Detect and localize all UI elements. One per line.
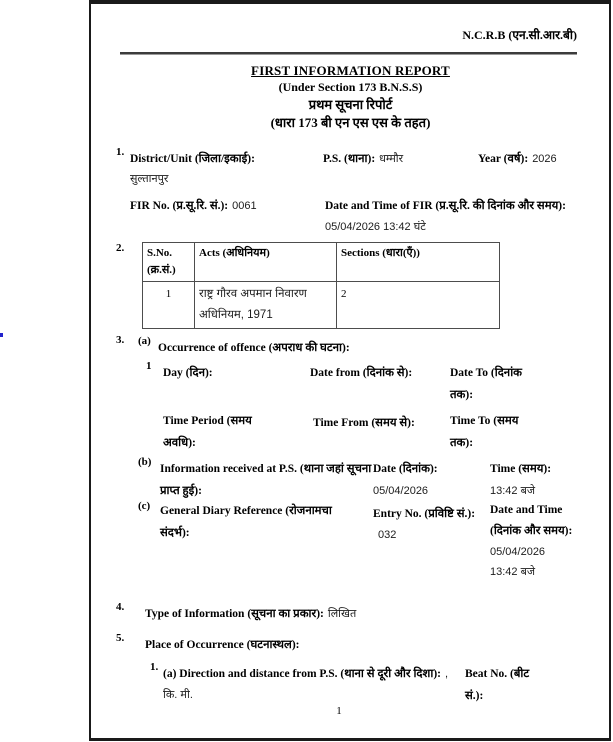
acts-table	[142, 242, 500, 329]
occurrence-row-marker: 1	[146, 360, 152, 372]
page-number: 1	[336, 705, 342, 717]
report-subtitle: (Under Section 173 B.N.S.S)	[278, 80, 423, 94]
place-heading: Place of Occurrence (घटनास्थल):	[145, 639, 300, 651]
sno-header: S.No. (क्र.सं.)	[143, 243, 195, 282]
fir-datetime-field	[325, 195, 581, 235]
date-to-label: Date To (दिनांक तक):	[450, 367, 523, 401]
section3-number: 3.	[116, 334, 125, 346]
info-date-value: 05/04/2026	[373, 485, 429, 497]
year-label: Year (वर्ष):	[478, 153, 529, 165]
date-from-label: Date from (दिनांक से):	[310, 367, 413, 379]
year-field	[478, 148, 557, 170]
section3b-marker: (b)	[138, 456, 152, 468]
acts-table-row	[143, 282, 500, 329]
fir-no-label: FIR No. (प्र.सू.रि. सं.):	[130, 200, 229, 212]
direction-field	[163, 663, 465, 703]
section3c-marker: (c)	[138, 500, 151, 512]
acts-table-header-row	[143, 243, 500, 282]
report-title-hindi: प्रथम सूचना रिपोर्ट	[308, 97, 393, 112]
ps-field	[323, 148, 403, 170]
section5-number: 5.	[116, 632, 125, 644]
info-date-label: Date (दिनांक):	[373, 463, 438, 475]
day-label: Day (दिन):	[163, 367, 213, 379]
header-divider	[120, 52, 577, 55]
ps-value: धम्मौर	[379, 153, 404, 165]
ps-label: P.S. (थाना):	[323, 153, 376, 165]
gd-entry-label: Entry No. (प्रविष्टि सं.):	[373, 508, 476, 520]
info-time-field	[490, 458, 590, 502]
direction-label: (a) Direction and distance from P.S. (थाना से दूरी और दिशा):	[163, 668, 441, 680]
section1-number: 1.	[116, 146, 125, 158]
ncrb-heading: N.C.R.B (एन.सी.आर.बी)	[462, 28, 577, 42]
gd-datetime-label: Date and Time (दिनांक और समय):	[490, 504, 573, 537]
gd-reference-label: General Diary Reference (रोजनामचा संदर्भ):	[160, 505, 332, 539]
fir-no-field	[130, 195, 257, 217]
info-type-label: Type of Information (सूचना का प्रकार):	[145, 608, 324, 620]
fir-datetime-label: Date and Time of FIR (प्र.सू.रि. की दिनांक और समय):	[325, 200, 566, 212]
gd-entry-value: 032	[378, 529, 397, 541]
report-title: FIRST INFORMATION REPORT	[251, 63, 450, 78]
fir-no-value: 0061	[232, 200, 257, 212]
direction-value: , कि. मी.	[163, 668, 449, 701]
section3a-marker: (a)	[138, 335, 151, 347]
info-time-value: 13:42 बजे	[490, 485, 536, 497]
sno-cell: 1	[143, 282, 195, 329]
sections-header: Sections (धारा(एँ))	[337, 243, 500, 282]
time-to-label: Time To (समय तक):	[450, 415, 519, 449]
info-type-value: लिखित	[327, 608, 357, 620]
info-type-field	[145, 603, 356, 625]
beat-no-label: Beat No. (बीट सं.):	[465, 668, 530, 702]
acts-header: Acts (अधिनियम)	[195, 243, 337, 282]
act-cell: राष्ट्र गौरव अपमान निवारण अधिनियम, 1971	[195, 282, 337, 329]
report-subtitle-hindi: (धारा 173 बी एन एस एस के तहत)	[270, 115, 431, 130]
time-from-label: Time From (समय से):	[313, 417, 415, 429]
section5-sub-number: 1.	[150, 661, 159, 673]
district-value: सुल्तानपुर	[130, 173, 169, 185]
section2-number: 2.	[116, 242, 125, 254]
year-value: 2026	[532, 153, 557, 165]
gd-datetime-time: 13:42 बजे	[490, 566, 536, 578]
gd-datetime-date: 05/04/2026	[490, 546, 546, 558]
section4-number: 4.	[116, 601, 125, 613]
fir-datetime-value: 05/04/2026 13:42 घंटे	[325, 221, 426, 233]
sections-cell: 2	[337, 282, 500, 329]
gd-entry-field	[373, 503, 485, 543]
occurrence-heading: Occurrence of offence (अपराध की घटना):	[158, 342, 350, 354]
info-received-label: Information received at P.S. (थाना जहां सूचना प्राप्त हुई):	[160, 463, 372, 497]
info-date-field	[373, 458, 473, 502]
stray-mark	[0, 333, 3, 337]
info-time-label: Time (समय):	[490, 463, 552, 475]
time-period-label: Time Period (समय अवधि):	[163, 415, 252, 449]
district-label: District/Unit (जिला/इकाई):	[130, 153, 255, 165]
gd-datetime-field	[490, 500, 585, 582]
page-content	[89, 0, 612, 742]
